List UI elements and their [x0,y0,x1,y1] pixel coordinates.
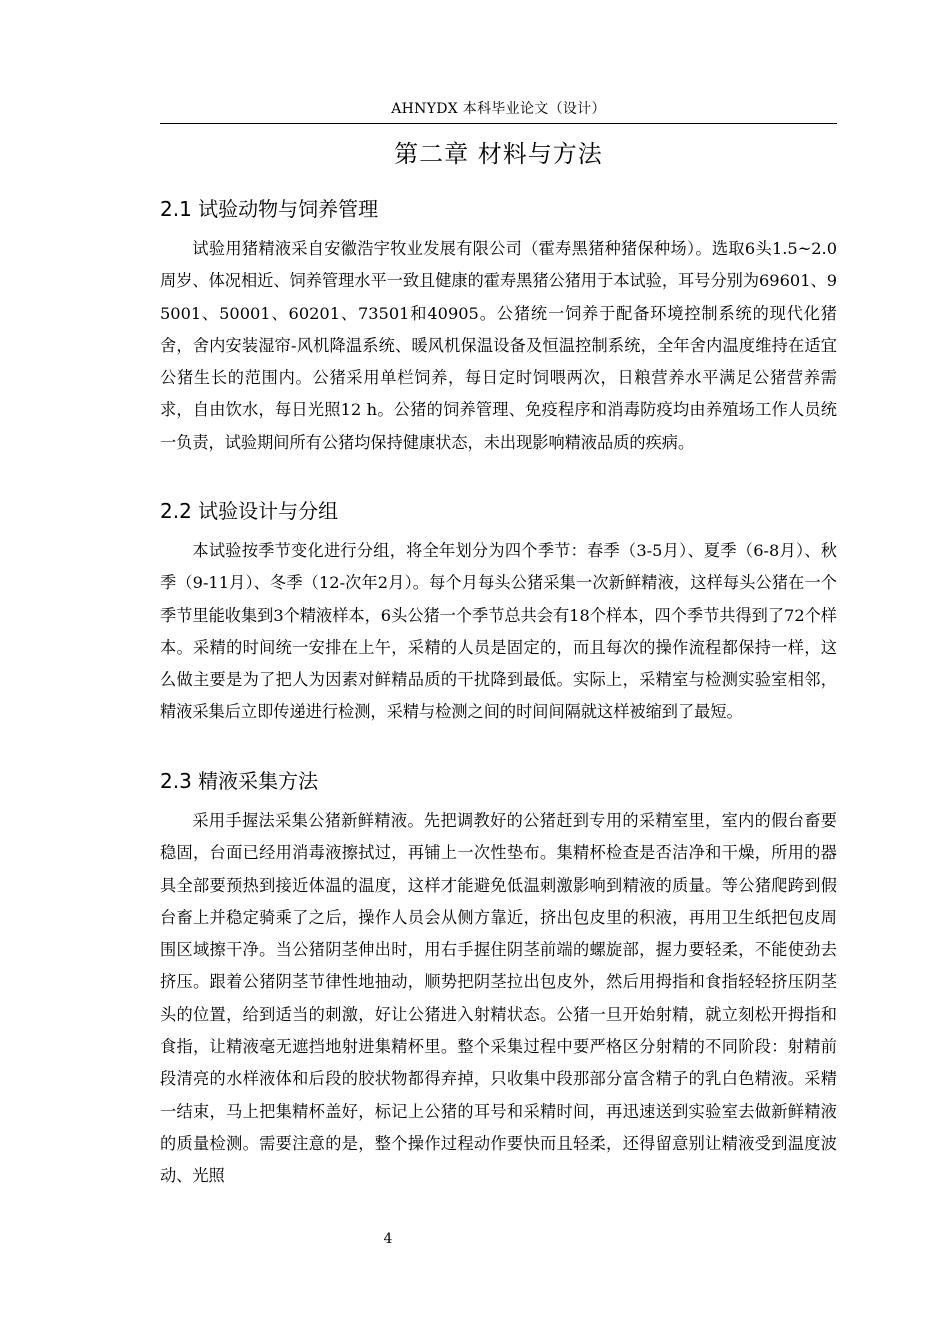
running-header: AHNYDX 本科毕业论文（设计） [391,101,606,117]
header-rule [160,123,837,124]
section-heading-2-3: 2.3 精液采集方法 [160,769,319,793]
section-heading-2-1: 2.1 试验动物与饲养管理 [160,197,379,221]
page-number: 4 [383,1231,393,1247]
section-2-1-paragraph: 试验用猪精液采自安徽浩宇牧业发展有限公司（霍寿黑猪种猪保种场）。选取6头1.5~2.0周岁、体况相近、饲养管理水平一致且健康的霍寿黑猪公猪用于本试验，耳号分别为69601、95001、50001、60201、73501和40905。公猪统一饲养于配备环境控制系统的现代化猪舍，舍内安装湿帘-风机降温系统、暖风机保温设备及恒温控制系统，全年舍内温度维持在适宜公猪生长的范围内。公猪采用单栏饲养，每日定时饲喂两次，日粮营养水平满足公猪营养需求，自由饮水，每日光照12 h。公猪的饲养管理、免疫程序和消毒防疫均由养殖场工作人员统一负责，试验期间所有公猪均保持健康状态，未出现影响精液品质的疾病。 [160,239,837,452]
section-2-2-paragraph: 本试验按季节变化进行分组，将全年划分为四个季节：春季（3-5月）、夏季（6-8月）、秋季（9-11月）、冬季（12-次年2月）。每个月每头公猪采集一次新鲜精液，这样每头公猪在一个季节里能收集到3个精液样本，6头公猪一个季节总共会有18个样本，四个季节共得到了72个样本。采精的时间统一安排在上午，采精的人员是固定的，而且每次的操作流程都保持一样，这么做主要是为了把人为因素对鲜精品质的干扰降到最低。实际上，采精室与检测实验室相邻，精液采集后立即传递进行检测，采精与检测之间的时间间隔就这样被缩到了最短。 [160,541,837,722]
section-2-3-paragraph: 采用手握法采集公猪新鲜精液。先把调教好的公猪赶到专用的采精室里，室内的假台畜要稳固，台面已经用消毒液擦拭过，再铺上一次性垫布。集精杯检查是否洁净和干燥，所用的器具全部要预热到接近体温的温度，这样才能避免低温刺激影响到精液的质量。等公猪爬跨到假台畜上并稳定骑乘了之后，操作人员会从侧方靠近，挤出包皮里的积液，再用卫生纸把包皮周围区域擦干净。当公猪阴茎伸出时，用右手握住阴茎前端的螺旋部，握力要轻柔，不能使劲去挤压。跟着公猪阴茎节律性地抽动，顺势把阴茎拉出包皮外，然后用拇指和食指轻轻挤压阴茎头的位置，给到适当的刺激，好让公猪进入射精状态。公猪一旦开始射精，就立刻松开拇指和食指，让精液毫无遮挡地射进集精杯里。整个采集过程中要严格区分射精的不同阶段：射精前段清亮的水样液体和后段的胶状物都得弃掉，只收集中段那部分富含精子的乳白色精液。采精一结束，马上把集精杯盖好，标记上公猪的耳号和采精时间，再迅速送到实验室去做新鲜精液的质量检测。需要注意的是，整个操作过程动作要快而且轻柔，还得留意别让精液受到温度波动、光照 [160,811,837,1186]
chapter-title: 第二章 材料与方法 [394,140,603,168]
section-heading-2-2: 2.2 试验设计与分组 [160,499,339,523]
